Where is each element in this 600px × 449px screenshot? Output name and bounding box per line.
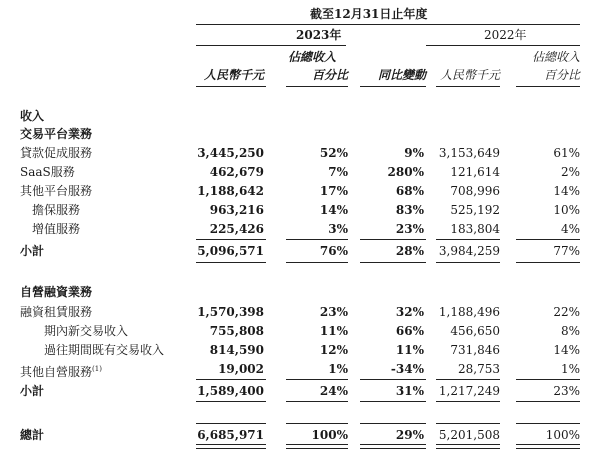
row-label: 增值服務 (32, 222, 81, 236)
row-label-text: 其他自營服務 (20, 365, 93, 379)
pct-2023: 11% (319, 324, 348, 338)
total-double-rule-2 (286, 444, 348, 449)
total-double-rule-4 (436, 444, 500, 449)
row-label: 貸款促成服務 (20, 146, 93, 160)
col-rmb-2023: 人民幣千元 (203, 68, 264, 82)
total-row (0, 427, 600, 443)
col-rule-3 (360, 86, 426, 87)
subtotal-rule-3 (360, 379, 426, 380)
value-2023: 1,570,398 (197, 305, 264, 319)
col-share-2023-line1: 佔總收入 (287, 50, 336, 64)
table-row (0, 304, 600, 320)
pct-2022: 61% (553, 146, 580, 160)
footnote-marker: (1) (92, 365, 102, 373)
value-2022: 525,192 (450, 203, 500, 217)
table-row (0, 183, 600, 199)
subtotal-rule-2 (286, 239, 348, 240)
table-row (0, 221, 600, 237)
pct-2023: 1% (328, 362, 348, 376)
pct-2023: 23% (319, 305, 348, 319)
value-2022: 3,153,649 (438, 146, 500, 160)
total-top-rule-2 (286, 423, 348, 424)
pct-2023: 3% (328, 222, 348, 236)
value-2022: 28,753 (458, 362, 500, 376)
value-2022: 1,188,496 (438, 305, 500, 319)
row-label: 擔保服務 (32, 203, 81, 217)
total-double-rule-1 (196, 444, 266, 449)
value-2023: 225,426 (209, 222, 264, 236)
col-rule-1 (196, 86, 266, 87)
subtotal-rule-2 (286, 379, 348, 380)
yoy-change: 29% (395, 428, 424, 442)
value-2023: 6,685,971 (197, 428, 264, 442)
pct-2023: 76% (319, 244, 348, 258)
value-2022: 731,846 (450, 343, 500, 357)
pct-2023: 17% (319, 184, 348, 198)
col-rule-2 (286, 86, 348, 87)
col-share-2023-line2: 百分比 (311, 68, 348, 82)
subtotal-bottom-rule-5 (516, 401, 580, 402)
pct-2022: 1% (560, 362, 580, 376)
subtotal-row (0, 243, 600, 259)
subtotal-rule-3 (360, 239, 426, 240)
period-header: 截至12月31日止年度 (310, 7, 428, 21)
value-2023: 1,188,642 (197, 184, 264, 198)
pct-2022: 4% (560, 222, 580, 236)
pct-2022: 77% (553, 244, 580, 258)
table-row (0, 145, 600, 161)
row-label: 過往期間既有交易收入 (44, 343, 165, 357)
subtotal-bottom-rule-2 (286, 401, 348, 402)
table-row (0, 323, 600, 339)
total-top-rule-1 (196, 423, 266, 424)
table-row (0, 202, 600, 218)
pct-2023: 100% (311, 428, 348, 442)
total-top-rule-3 (360, 423, 426, 424)
col-share-2022-line2: 百分比 (543, 68, 580, 82)
value-2023: 814,590 (209, 343, 264, 357)
subtotal-label: 小計 (20, 244, 45, 258)
year-2022-header: 2022年 (484, 28, 527, 42)
subtotal-rule-1 (196, 379, 266, 380)
pct-2022: 23% (553, 384, 580, 398)
value-2022: 708,996 (450, 184, 500, 198)
yoy-change: 280% (387, 165, 424, 179)
value-2023: 755,808 (209, 324, 264, 338)
yoy-change: 9% (404, 146, 424, 160)
subtotal-bottom-rule-5 (516, 262, 580, 263)
year-2023-rule (196, 45, 346, 46)
yoy-change: 23% (395, 222, 424, 236)
pct-2022: 2% (560, 165, 580, 179)
pct-2023: 7% (328, 165, 348, 179)
platform-section-title: 交易平台業務 (20, 127, 93, 141)
year-2022-rule (426, 45, 580, 46)
value-2023: 19,002 (218, 362, 264, 376)
subtotal-rule-4 (436, 379, 500, 380)
pct-2023: 24% (319, 384, 348, 398)
table-row (0, 342, 600, 358)
pct-2022: 14% (553, 184, 580, 198)
subtotal-rule-1 (196, 239, 266, 240)
year-2023-header: 2023年 (296, 28, 342, 42)
pct-2022: 14% (553, 343, 580, 357)
yoy-change: 11% (395, 343, 424, 357)
pct-2023: 12% (319, 343, 348, 357)
subtotal-bottom-rule-4 (436, 401, 500, 402)
subtotal-bottom-rule-4 (436, 262, 500, 263)
total-label: 總計 (20, 428, 45, 442)
pct-2022: 10% (553, 203, 580, 217)
pct-2022: 100% (545, 428, 580, 442)
value-2022: 183,804 (450, 222, 500, 236)
col-rule-4 (436, 86, 500, 87)
value-2022: 5,201,508 (438, 428, 500, 442)
row-label: 其他平台服務 (20, 184, 93, 198)
value-2022: 3,984,259 (438, 244, 500, 258)
subtotal-bottom-rule-2 (286, 262, 348, 263)
col-rmb-2022: 人民幣千元 (439, 68, 500, 82)
total-top-rule-4 (436, 423, 500, 424)
total-top-rule-5 (516, 423, 580, 424)
value-2023: 5,096,571 (197, 244, 264, 258)
yoy-change: 28% (395, 244, 424, 258)
subtotal-rule-4 (436, 239, 500, 240)
yoy-change: 32% (395, 305, 424, 319)
value-2023: 462,679 (209, 165, 264, 179)
pct-2022: 8% (560, 324, 580, 338)
header-rule (196, 24, 580, 25)
col-share-2022-line1: 佔總收入 (531, 50, 580, 64)
value-2022: 1,217,249 (438, 384, 500, 398)
table-row (0, 164, 600, 180)
subtotal-bottom-rule-1 (196, 401, 266, 402)
total-double-rule-3 (360, 444, 426, 449)
value-2023: 1,589,400 (197, 384, 264, 398)
yoy-change: 66% (395, 324, 424, 338)
value-2022: 121,614 (450, 165, 500, 179)
row-label (20, 361, 102, 380)
pct-2023: 14% (319, 203, 348, 217)
col-yoy: 同比變動 (377, 68, 426, 82)
col-rule-5 (516, 86, 580, 87)
subtotal-bottom-rule-3 (360, 401, 426, 402)
yoy-change: 31% (395, 384, 424, 398)
subtotal-rule-5 (516, 239, 580, 240)
table-row (0, 361, 600, 377)
subtotal-bottom-rule-1 (196, 262, 266, 263)
subtotal-row (0, 383, 600, 399)
value-2023: 963,216 (209, 203, 264, 217)
pct-2023: 52% (319, 146, 348, 160)
self-section-title: 自營融資業務 (20, 285, 93, 299)
row-label: SaaS服務 (20, 165, 75, 179)
value-2023: 3,445,250 (197, 146, 264, 160)
value-2022: 456,650 (450, 324, 500, 338)
subtotal-label: 小計 (20, 384, 45, 398)
total-double-rule-5 (516, 444, 580, 449)
subtotal-bottom-rule-3 (360, 262, 426, 263)
yoy-change: 68% (395, 184, 424, 198)
row-label: 融資租賃服務 (20, 305, 93, 319)
pct-2022: 22% (553, 305, 580, 319)
row-label: 期內新交易收入 (44, 324, 129, 338)
yoy-change: -34% (390, 362, 424, 376)
subtotal-rule-5 (516, 379, 580, 380)
yoy-change: 83% (395, 203, 424, 217)
revenue-title: 收入 (20, 109, 45, 123)
